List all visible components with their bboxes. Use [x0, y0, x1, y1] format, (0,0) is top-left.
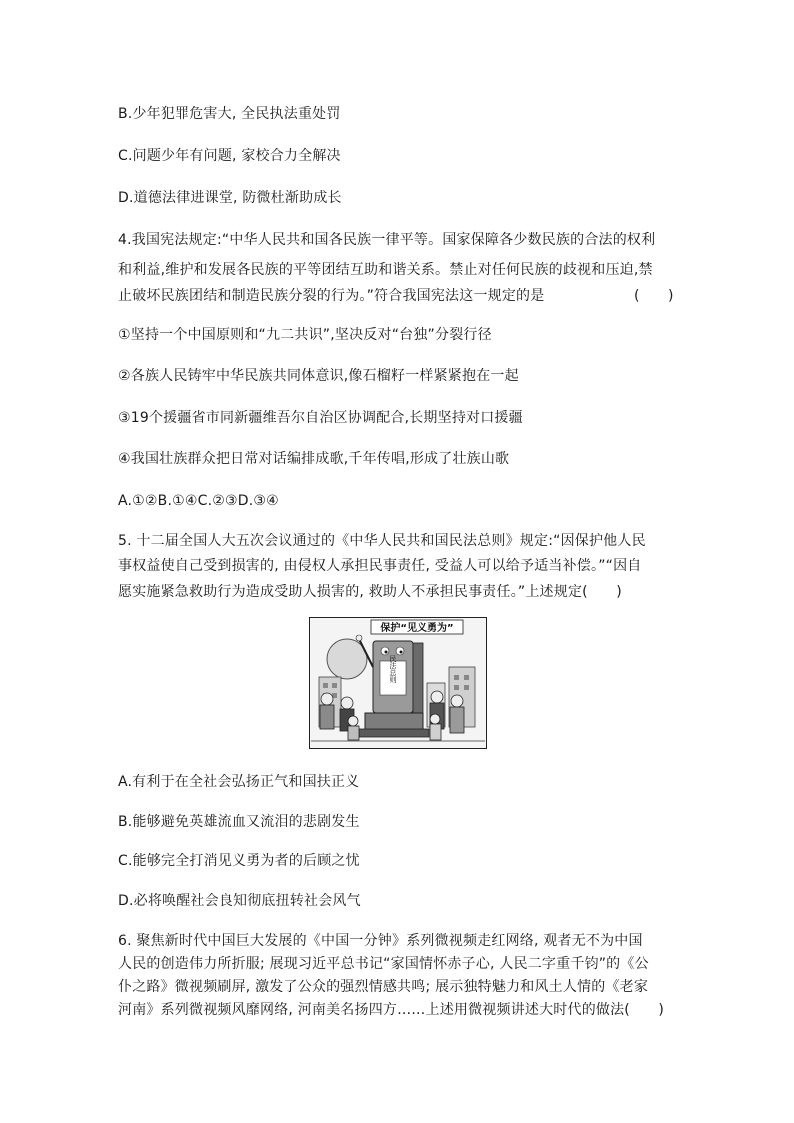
q4-options: A.①②B.①④C.②③D.③④	[118, 493, 279, 509]
cartoon-banner-text: 保护“见义勇为”	[380, 623, 454, 634]
q6-stem-line2: 人民的创造伟力所折服; 展现习近平总书记“家国情怀赤子心, 人民二字重千钧”的《公	[118, 956, 649, 972]
q5-option-d: D.必将唤醒社会良知彻底扭转社会风气	[118, 893, 361, 909]
q4-answer-paren: ( )	[634, 288, 674, 304]
q4-item-3: ③19个援疆省市同新疆维吾尔自治区协调配合,长期坚持对口援疆	[118, 410, 523, 426]
q3-option-d: D.道德法律进课堂, 防微杜渐助成长	[118, 190, 342, 206]
q5-cartoon-illustration	[309, 617, 487, 749]
q3-option-b: B.少年犯罪危害大, 全民执法重处罚	[118, 106, 341, 122]
q3-option-c: C.问题少年有问题, 家校合力全解决	[118, 148, 341, 164]
q5-option-b: B.能够避免英雄流血又流泪的悲剧发生	[118, 814, 360, 830]
q5-option-a: A.有利于在全社会弘扬正气和国扶正义	[118, 774, 360, 790]
cartoon-book-title: 民法总则	[389, 655, 397, 683]
q6-stem-line3: 仆之路》微视频刷屏, 激发了公众的强烈情感共鸣; 展示独特魅力和风土人情的《老家	[118, 979, 649, 995]
q6-stem-line1: 6. 聚焦新时代中国巨大发展的《中国一分钟》系列微视频走红网络, 观者无不为中国	[118, 933, 643, 949]
q5-stem-line1: 5. 十二届全国人大五次会议通过的《中华人民共和国民法总则》规定:“因保护他人民	[118, 533, 646, 549]
q5-stem-line2: 事权益使自己受到损害的, 由侵权人承担民事责任, 受益人可以给予适当补偿。”“因自	[118, 558, 642, 574]
q4-item-2: ②各族人民铸牢中华民族共同体意识,像石榴籽一样紧紧抱在一起	[118, 368, 519, 384]
q4-stem-line2: 和利益,维护和发展各民族的平等团结互助和谐关系。禁止对任何民族的歧视和压迫,禁	[118, 262, 653, 278]
q4-item-4: ④我国壮族群众把日常对话编排成歌,千年传唱,形成了壮族山歌	[118, 451, 510, 467]
q5-option-c: C.能够完全打消见义勇为者的后顾之忧	[118, 853, 360, 869]
q4-stem-line1: 4.我国宪法规定:“中华人民共和国各民族一律平等。国家保障各少数民族的合法的权利	[118, 232, 656, 248]
q4-item-1: ①坚持一个中国原则和“九二共识”,坚决反对“台独”分裂行径	[118, 327, 492, 343]
q6-stem-line4: 河南》系列微视频风靡网络, 河南美名扬四方……上述用微视频讲述大时代的做法( )	[118, 1002, 665, 1018]
q4-stem-line3: 止破坏民族团结和制造民族分裂的行为。”符合我国宪法这一规定的是	[118, 288, 545, 304]
q5-stem-line3: 愿实施紧急救助行为造成受助人损害的, 救助人不承担民事责任。”上述规定( )	[118, 584, 622, 600]
